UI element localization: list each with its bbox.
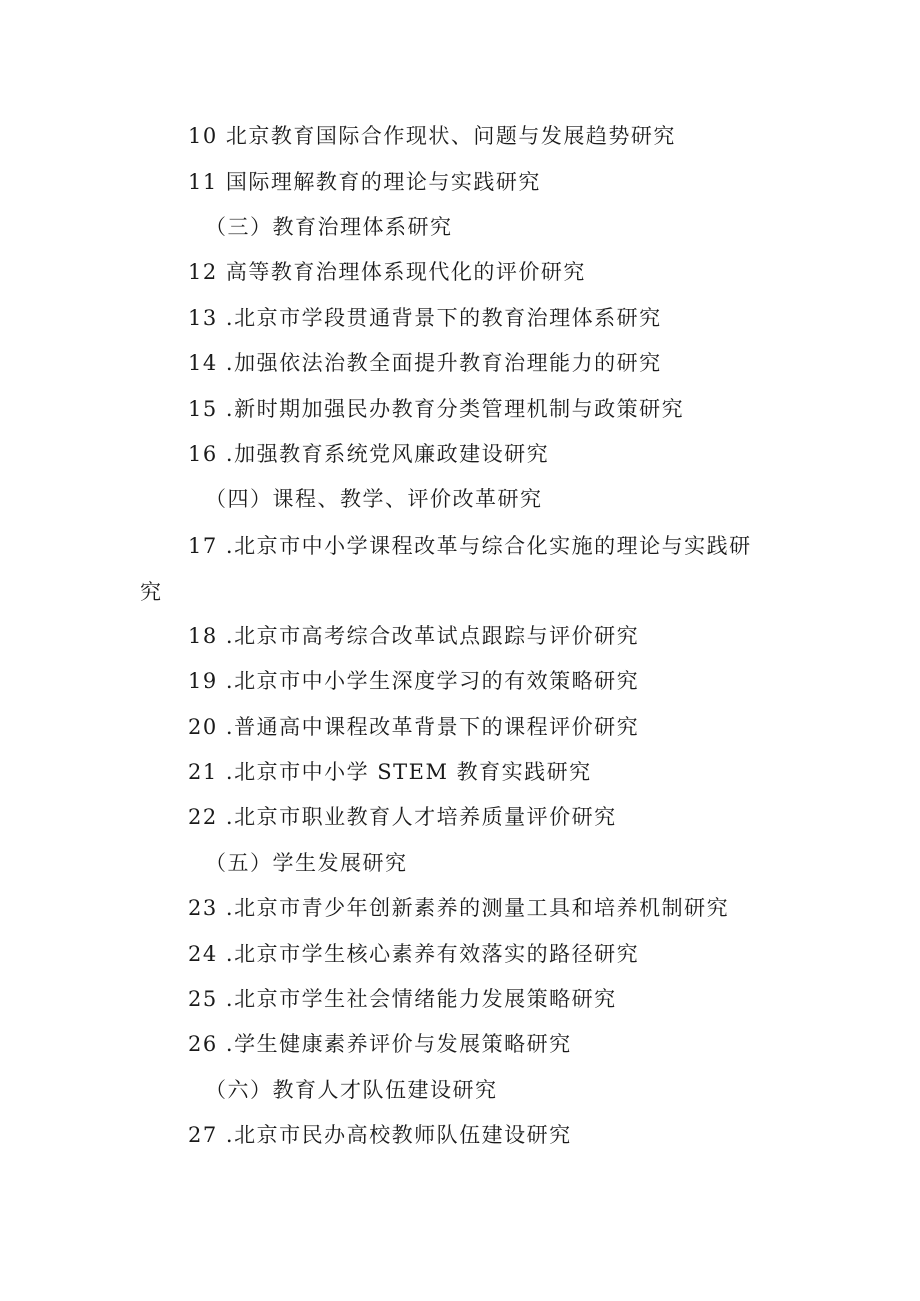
list-item: 14 .加强依法治教全面提升教育治理能力的研究 [188, 351, 662, 375]
list-item: 26 .学生健康素养评价与发展策略研究 [188, 1032, 572, 1056]
list-item: 13 .北京市学段贯通背景下的教育治理体系研究 [188, 306, 662, 330]
list-item: 27 .北京市民办高校教师队伍建设研究 [188, 1123, 572, 1147]
list-item: 11 国际理解教育的理论与实践研究 [188, 170, 541, 194]
list-item-continuation: 究 [140, 580, 163, 604]
list-item: 10 北京教育国际合作现状、问题与发展趋势研究 [188, 124, 676, 148]
list-item: 17 .北京市中小学课程改革与综合化实施的理论与实践研 [188, 534, 752, 558]
list-item: 18 .北京市高考综合改革试点跟踪与评价研究 [188, 624, 640, 648]
list-item: 21 .北京市中小学 STEM 教育实践研究 [188, 760, 592, 784]
list-item: 24 .北京市学生核心素养有效落实的路径研究 [188, 942, 640, 966]
section-heading: （三）教育治理体系研究 [205, 215, 453, 239]
section-heading: （五）学生发展研究 [205, 851, 408, 875]
list-item: 23 .北京市青少年创新素养的测量工具和培养机制研究 [188, 896, 730, 920]
section-heading: （六）教育人才队伍建设研究 [205, 1078, 498, 1102]
list-item: 25 .北京市学生社会情绪能力发展策略研究 [188, 987, 617, 1011]
list-item: 16 .加强教育系统党风廉政建设研究 [188, 442, 550, 466]
list-item: 22 .北京市职业教育人才培养质量评价研究 [188, 805, 617, 829]
list-item: 19 .北京市中小学生深度学习的有效策略研究 [188, 669, 640, 693]
list-item: 15 .新时期加强民办教育分类管理机制与政策研究 [188, 397, 685, 421]
list-item: 12 高等教育治理体系现代化的评价研究 [188, 260, 586, 284]
section-heading: （四）课程、教学、评价改革研究 [205, 487, 543, 511]
list-item: 20 .普通高中课程改革背景下的课程评价研究 [188, 715, 640, 739]
